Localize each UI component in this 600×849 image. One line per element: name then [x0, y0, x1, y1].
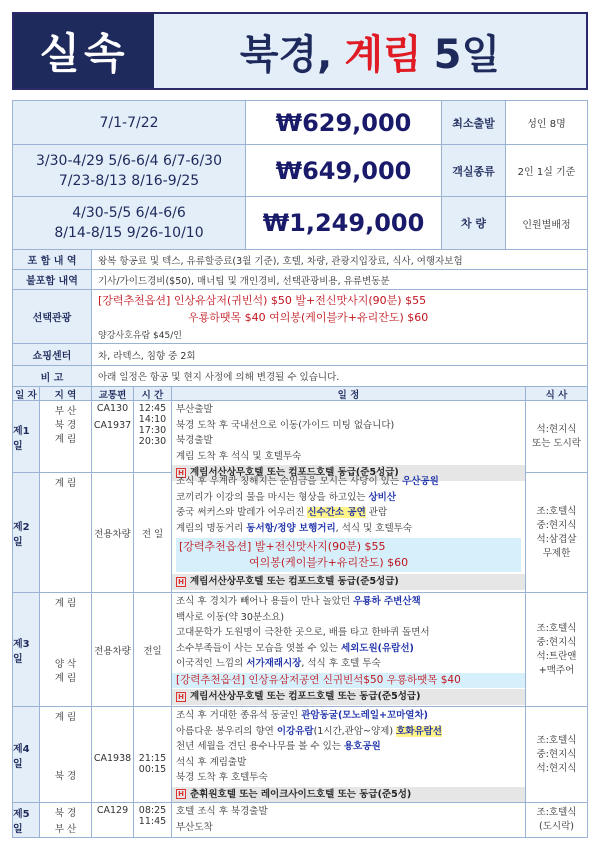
day-row: 제3일 계 림 양 삭 계 림 전용차량 전일 조식 후 경치가 빼어나 용들이 만나 놀았던 우룡하 주변산책 백사로 이동(약 30분소요) 고대문학가 도원명이 극찬한 곳으로, 배를 타고 한바퀴 돌면서 소수부족들이 사는 모습을 엿볼 수 있는 세외도원(유람선) 이국적인 느낌의 서가재래시장, 석식 후 호텔 투숙 [강력추천옵션] 인상유삼저공연 신귀빈석$50 우룡하땟목 $40 H 계림서산상무호텔 또는 컴포드호텔 또는 동급(준5성급) 조:호텔식 중:현지식 석:트란앤 +맥주어: [13, 593, 587, 707]
page-title: [154, 14, 586, 88]
option-box: [강력추천옵션] 발+전신맛사지(90분) $55 여의봉(케이블카+유리잔도) $60: [176, 538, 521, 572]
price-amount: ₩629,000: [245, 101, 441, 144]
info-table: [12, 250, 588, 387]
day-row: 제4일 계 림 북 경 CA1938 21:15 00:15 조식 후 거대한 종유석 동굴인 관암동굴(모노레일+꼬마열차) 아름다운 봉우리의 향연 이강유람(1시간,관암~양제) 호화유람선 천년 세월을 견딘 용수나무를 볼 수 있는 용호공원 석식 후 계림출발 북경 도착 후 호텔투숙 H 춘휘원호텔 또는 레이크사이드호텔 또는 동급(준5성) 조:호텔식 중:현지식 석:현지식: [13, 707, 587, 803]
day-row: 제2일 계 림 전용차량 전 일 조식 후 우계라 칭해지는 순임금을 모시는 사당이 있는 우산공원 코끼리가 이강의 물을 마시는 형상을 하고있는 상비산 중국 써커스와 발레가 어우러진 신수간소 공연 관람 계림의 명동거리 동서항/정양 보행거리, 석식 및 호텔투숙 [강력추천옵션] 발+전신맛사지(90분) $55 여의봉(케이블카+유리잔도) $60 H 계림서산상무호텔 또는 컴포드호텔 동급(준5성급) 조:호텔식 중:현지식 석:삼겹살 무제한: [13, 473, 587, 593]
price-amount: ₩1,249,000: [245, 197, 441, 249]
hotel-h-icon: H: [176, 789, 186, 799]
price-amount: ₩649,000: [245, 145, 441, 196]
price-dates: 7/1-7/22: [13, 101, 245, 144]
info-note: 비 고 아래 일정은 항공 및 현지 사정에 의해 변경될 수 있습니다.: [13, 366, 587, 386]
hotel-info: H 계림서산상무호텔 또는 컴포드호텔 동급(준5성급): [172, 465, 525, 481]
price-row: [13, 101, 587, 145]
hotel-h-icon: H: [176, 692, 186, 702]
price-value: 성인 8명: [505, 101, 587, 144]
info-exclude: 불포함 내역 기사/가이드경비($50), 매너팁 및 개인경비, 선택관광비용, 유류변동분: [13, 270, 587, 290]
itinerary-table: [12, 387, 588, 838]
hotel-info: H 춘휘원호텔 또는 레이크사이드호텔 또는 동급(준5성): [172, 787, 525, 803]
title-beijing: 북경,: [239, 31, 333, 78]
price-dates: 3/30-4/29 5/6-6/4 6/7-6/30 7/23-8/13 8/16-9/25: [13, 145, 245, 196]
price-row: [13, 145, 587, 197]
hotel-info: H 계림서산상무호텔 또는 컴포드호텔 동급(준5성급): [172, 574, 525, 590]
header-banner: [12, 12, 588, 90]
price-row: [13, 197, 587, 249]
price-dates: 4/30-5/5 6/4-6/6 8/14-8/15 9/26-10/10: [13, 197, 245, 249]
option-box: [강력추천옵션] 인상유삼저공연 신귀빈석$50 우룡하땟목 $40: [172, 673, 525, 689]
hotel-h-icon: H: [176, 577, 186, 587]
price-label: 객실종류: [441, 145, 505, 196]
info-options: 선택관광 [강력추천옵션] 인상유삼저(귀빈석) $50 발+전신맛사지(90분) $55 우룡하땟목 $40 여의봉(케이블카+유리잔도) $60 양강사호유람 $45/인: [13, 290, 587, 344]
itinerary-page: [12, 12, 588, 838]
price-value: 2인 1실 기준: [505, 145, 587, 196]
info-shopping: 쇼핑센터 차, 라텍스, 침향 중 2회: [13, 344, 587, 366]
info-include: 포 함 내 역 왕복 항공료 및 텍스, 유류할증료(3월 기준), 호텔, 차량, 관광지입장료, 식사, 여행자보험: [13, 250, 587, 270]
price-value: 인원별배정: [505, 197, 587, 249]
title-duration: 5일: [433, 31, 501, 78]
itinerary-header: 일 자 지 역 교통편 시 간 일 정 식 사: [13, 387, 587, 401]
price-table: [12, 100, 588, 250]
day-row: 제5일 북 경 부 산 CA129 08:25 11:45 호텔 조식 후 북경출발 부산도착 조:호텔식 (도시락): [13, 803, 587, 837]
title-guilin: 계림: [344, 31, 422, 78]
header-badge: 실속: [14, 14, 154, 88]
price-label: 최소출발: [441, 101, 505, 144]
day-row: 제1일 부 산 북 경 계 림 CA130 CA1937 12:45 14:10 17:30 20:30 부산출발 북경 도착 후 국내선으로 이동(가이드 미팅 없습니다) 북경출발 계림 도착 후 석식 및 호텔투숙 H 계림서산상무호텔 또는 컴포드호텔 동급(준5성급) 석:현지식 또는 도시락: [13, 401, 587, 473]
hotel-info: H 계림서산상무호텔 또는 컴포드호텔 또는 동급(준5성급): [172, 689, 525, 705]
hotel-h-icon: H: [176, 468, 186, 478]
price-label: 차 량: [441, 197, 505, 249]
